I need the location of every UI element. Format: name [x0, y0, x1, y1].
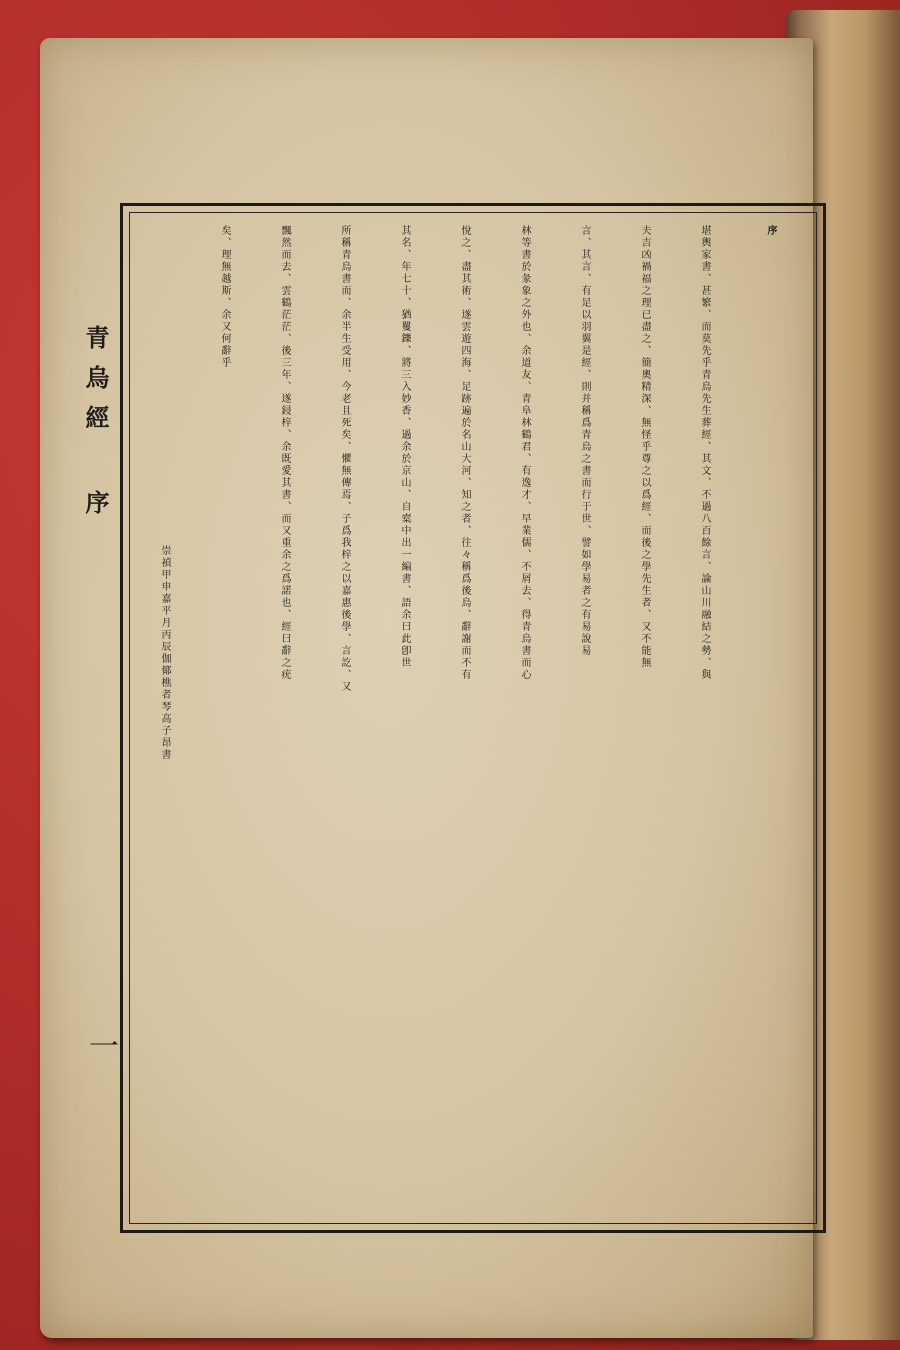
text-columns — [140, 225, 800, 1215]
text-column-7: 所稱青烏書而、余半生受用、今老且死矣、懼無傳焉、子爲我梓之以嘉惠後學、言訖、又 — [339, 225, 350, 693]
text-column-8: 飄然而去、雲鶴茫茫、後三年、遂鋟梓、余既愛其書、而又重余之爲諾也、經曰辭之疣 — [279, 225, 290, 681]
text-column-4: 林等書於彖象之外也、余道友、青阜林鶴君、有逸才、早業儒、不屑去、得青烏書而心 — [519, 225, 530, 681]
colophon-signature: 崇禎甲申嘉平月丙辰伽倻樵者琴高子昂書 — [159, 545, 170, 761]
preface-heading: 序 — [765, 225, 776, 237]
text-column-1: 堪輿家書、甚繁、而莫先乎青烏先生葬經、其文、不過八百餘言、論山川融結之勢、與 — [699, 225, 710, 681]
text-column-9: 矣、理無越斯、余又何辭乎 — [219, 225, 230, 369]
text-column-3: 言、其言、有足以羽翼是經、則并稱爲青烏之書而行于世、譬如學易者之有易說易 — [579, 225, 590, 657]
page-number: 一 — [83, 1030, 118, 1060]
text-column-6: 其名、年七十、猶矍鑠、將三入妙香、過余於京山、自槖中出一編書、語余曰此卽世 — [399, 225, 410, 669]
text-column-5: 悅之、盡其術、遂雲遊四海、足跡遍於名山大河、知之者、往々稱爲後烏、辭謝而不有 — [459, 225, 470, 681]
margin-book-title: 青烏經 序 — [81, 325, 110, 530]
text-column-2: 夫吉凶禍福之理已盡之、簡奧精深、無怪乎尊之以爲經、而後之學先生者、又不能無 — [639, 225, 650, 669]
